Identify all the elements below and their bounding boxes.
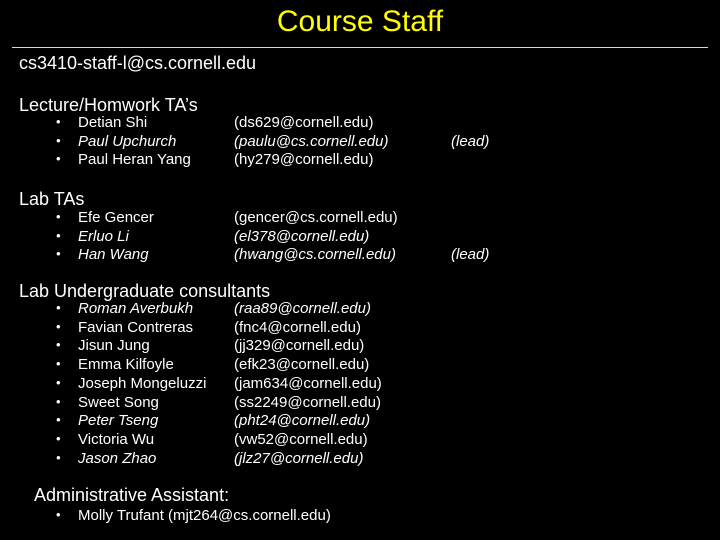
section-heading-lecture-tas: Lecture/Homwork TA’s [19,95,198,115]
person-email: (ds629@cornell.edu) [234,114,374,131]
person-name: Emma Kilfoyle [78,356,174,374]
person-email: (ss2249@cornell.edu) [234,393,381,411]
person-email: (efk23@cornell.edu) [234,356,370,374]
person-name: Favian Contreras [78,318,194,336]
bullet-icon: • [56,356,61,372]
person-name: Han Wang [78,246,149,264]
person-row [0,318,720,337]
person-email: (jj329@cornell.edu) [234,337,365,355]
admin-person-row [0,506,720,525]
person-name: Jason Zhao [78,449,157,467]
person-email: (pht24@cornell.edu) [234,412,371,430]
person-row [0,132,720,151]
person-row [0,299,720,318]
bullet-icon: • [56,393,61,409]
bullet-icon: • [56,300,61,315]
bullet-icon: • [56,246,61,262]
person-email: (hy279@cornell.edu) [234,151,374,169]
person-email: (vw52@cornell.edu) [234,430,368,448]
person-role: (lead) [451,132,490,150]
bullet-icon: • [56,209,61,224]
person-email: (raa89@cornell.edu) [234,300,371,317]
bullet-icon: • [56,337,61,353]
person-name: Roman Averbukh [78,300,194,317]
person-email: (jlz27@cornell.edu) [234,449,364,467]
person-row [0,245,720,264]
section-heading-admin: Administrative Assistant: [34,485,230,505]
person-row [0,113,720,132]
section-heading-consultants: Lab Undergraduate consultants [19,281,271,301]
person-email: (fnc4@cornell.edu) [234,318,361,336]
person-row [0,227,720,246]
bullet-icon: • [56,507,61,522]
person-name: Victoria Wu [78,430,155,448]
staff-email: cs3410-staff-l@cs.cornell.edu [19,53,257,73]
person-name: Efe Gencer [78,209,154,226]
bullet-icon: • [56,430,61,446]
person-name: Joseph Mongeluzzi [78,374,207,392]
person-row [0,150,720,169]
bullet-icon: • [56,114,61,129]
bullet-icon: • [56,151,61,167]
bullet-icon: • [56,374,61,390]
bullet-icon: • [56,318,61,334]
person-row [0,374,720,393]
person-name: Paul Heran Yang [78,151,191,169]
bullet-icon: • [56,132,61,148]
person-row [0,355,720,374]
title-divider [12,47,708,48]
person-name: Peter Tseng [78,412,159,430]
person-role: (lead) [451,246,490,264]
bullet-icon: • [56,412,61,428]
person-row [0,411,720,430]
person-name: Erluo Li [78,227,129,245]
page-title: Course Staff [276,5,444,38]
person-row [0,208,720,227]
bullet-icon: • [56,449,61,465]
section-heading-lab-tas: Lab TAs [19,189,85,209]
person-row [0,430,720,449]
person-email: (gencer@cs.cornell.edu) [234,209,398,226]
admin-person: Molly Trufant (mjt264@cs.cornell.edu) [78,507,331,524]
person-name: Detian Shi [78,114,148,131]
person-email: (hwang@cs.cornell.edu) [234,246,396,264]
person-name: Sweet Song [78,393,159,411]
person-email: (jam634@cornell.edu) [234,374,382,392]
person-row [0,449,720,468]
bullet-icon: • [56,227,61,243]
person-email: (paulu@cs.cornell.edu) [234,132,389,150]
person-email: (el378@cornell.edu) [234,227,370,245]
person-name: Jisun Jung [78,337,150,355]
person-name: Paul Upchurch [78,132,177,150]
person-row [0,336,720,355]
person-row [0,393,720,412]
